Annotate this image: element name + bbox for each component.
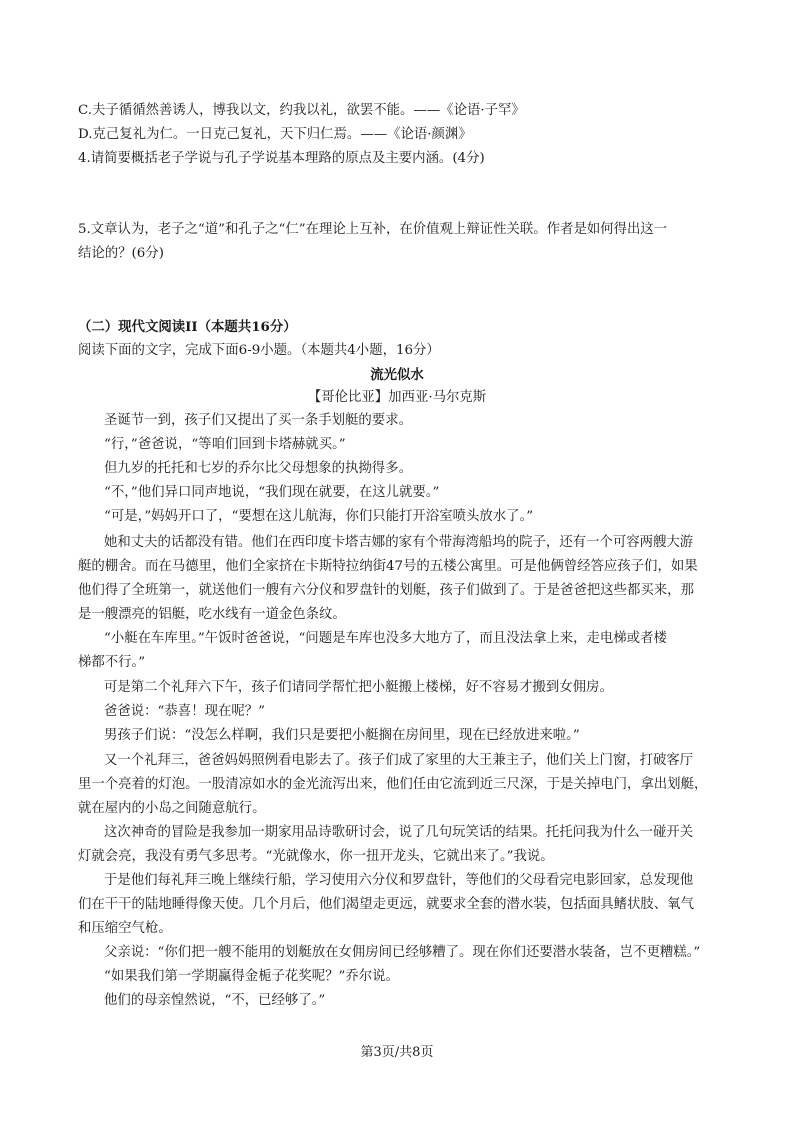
article-line: 艇的棚舍。而在马德里，他们全家挤在卡斯特拉纳街47号的五楼公寓里。可是他俩曾经答应孩子们，如果: [78, 559, 698, 574]
article-line: 他们得了全班第一，就送他们一艘有六分仪和罗盘针的划艇，孩子们做到了。于是爸爸把这些都买来，那: [78, 583, 694, 598]
option-c: C.夫子循循然善诱人，博我以文，约我以礼，欲罢不能。——《论语·子罕》: [78, 103, 525, 118]
article-line: 又一个礼拜三，爸爸妈妈照例看电影去了。孩子们成了家里的大王兼主子，他们关上门窗，打破客厅: [104, 753, 694, 768]
article-line: 但九岁的托托和七岁的乔尔比父母想象的执拗得多。: [104, 461, 412, 476]
article-line: 男孩子们说：“没怎么样啊，我们只是要把小艇搁在房间里，现在已经放进来啦。”: [104, 728, 580, 743]
article-author: 【哥伦比亚】加西亚·马尔克斯: [307, 390, 487, 405]
article-line: 可是第二个礼拜六下午，孩子们请同学帮忙把小艇搬上楼梯，好不容易才搬到女佣房。: [104, 680, 613, 695]
article-line: 她和丈夫的话都没有错。他们在西印度卡塔吉娜的家有个带海湾船坞的院子，还有一个可容两艘大游: [104, 535, 694, 550]
article-line: 里一个亮着的灯泡。一股清凉如水的金光流泻出来，他们任由它流到近三尺深，于是关掉电门，拿出划艇，: [78, 777, 708, 792]
article-title: 流光似水: [370, 367, 424, 383]
article-line: 圣诞节一到，孩子们又提出了买一条手划艇的要求。: [104, 413, 412, 428]
article-line: 他们的母亲惶然说，“不，已经够了。”: [104, 993, 326, 1008]
question-5-line-2: 结论的？(6分): [78, 246, 164, 261]
question-4: 4.请简要概括老子学说与孔子学说基本理路的原点及主要内涵。(4分): [78, 151, 485, 166]
article-line: 这次神奇的冒险是我参加一期家用品诗歌研讨会，说了几句玩笑话的结果。托托问我为什么一碰开关: [104, 825, 694, 840]
section-title: （二）现代文阅读II（本题共16分）: [78, 319, 297, 335]
article-line: “小艇在车库里。”午饭时爸爸说，“问题是车库也没多大地方了，而且没法拿上来，走电梯或者楼: [104, 631, 667, 646]
article-line: “不，”他们异口同声地说，“我们现在就要，在这儿就要。”: [104, 485, 440, 500]
article-line: 爸爸说：“恭喜！现在呢？”: [104, 704, 265, 719]
article-line: 和压缩空气枪。: [78, 921, 172, 936]
option-d: D.克己复礼为仁。一日克己复礼，天下归仁焉。——《论语·颜渊》: [78, 127, 472, 142]
article-line: “可是，”妈妈开口了，“要想在这儿航海，你们只能打开浴室喷头放水了。”: [104, 509, 534, 524]
question-5-line-1: 5.文章认为，老子之“道”和孔子之“仁”在理论上互补，在价值观上辩证性关联。作者是如何得出这一: [78, 222, 668, 237]
article-line: 父亲说：“你们把一艘不能用的划艇放在女佣房间已经够糟了。现在你们还要潜水装备，岂不更糟糕。”: [104, 945, 701, 960]
article-line: 于是他们每礼拜三晚上继续行船，学习使用六分仪和罗盘针，等他们的父母看完电影回家，总发现他: [104, 873, 694, 888]
article-line: 是一艘漂亮的铝艇，吃水线有一道金色条纹。: [78, 607, 346, 622]
page-number: 第3页/共8页: [360, 1045, 434, 1060]
article-line: 们在干干的陆地睡得像天使。几个月后，他们渴望走更远，就要求全套的潜水装，包括面具鳍状肢、氧气: [78, 897, 694, 912]
article-line: “行，”爸爸说，“等咱们回到卡塔赫就买。”: [104, 437, 346, 452]
article-line: “如果我们第一学期赢得金栀子花奖呢？”乔尔说。: [104, 969, 399, 984]
section-instruction: 阅读下面的文字，完成下面6-9小题。（本题共4小题，16分）: [78, 343, 440, 358]
article-line: 灯就会亮，我没有勇气多思考。“光就像水，你一扭开龙头，它就出来了。”我说。: [78, 849, 554, 864]
article-line: 就在屋内的小岛之间随意航行。: [78, 801, 266, 816]
article-line: 梯都不行。”: [78, 655, 146, 670]
